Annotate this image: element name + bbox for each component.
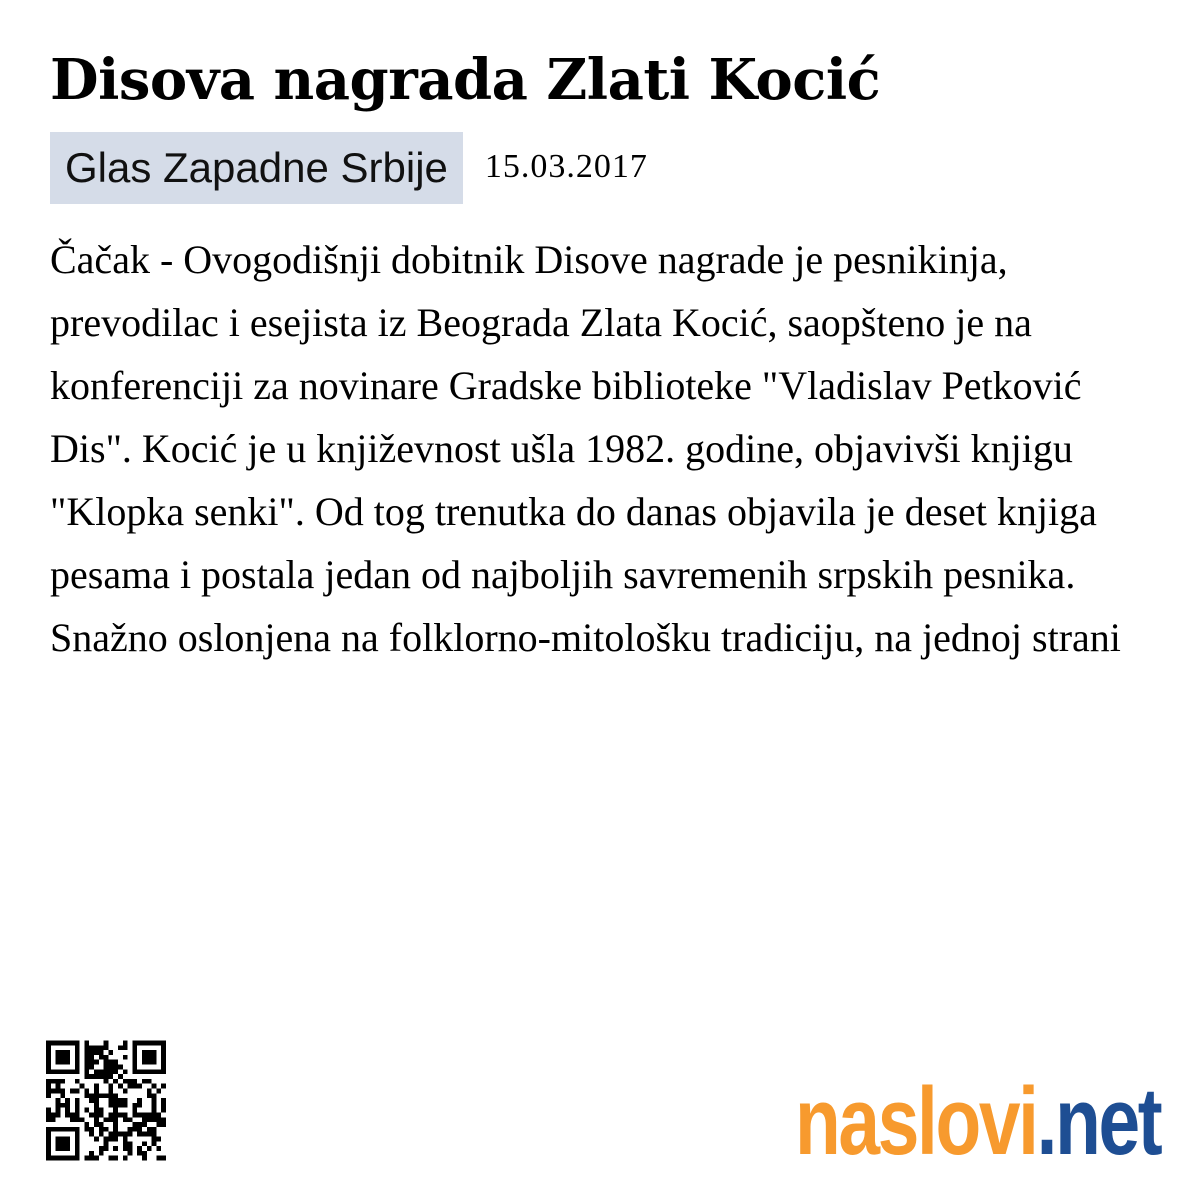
source-badge[interactable]: Glas Zapadne Srbije <box>50 132 463 204</box>
article-body: Čačak - Ovogodišnji dobitnik Disove nagrade je pesnikinja, prevodilac i esejista iz Beograda Zlata Kocić, saopšteno je na konferenciji za novinare Gradske biblioteke "Vladislav Petković Dis". Kocić je u književnost ušla 1982. godine, objavivši knjigu "Klopka senki". Od tog trenutka do danas objavila je deset knjiga pesama i postala jedan od najboljih savremenih srpskih pesnika. Snažno oslonjena na folklorno-mitološku tradiciju, na jednoj strani <box>50 237 1121 660</box>
site-logo[interactable] <box>795 1050 1161 1175</box>
qr-code-icon <box>46 1038 166 1163</box>
article-title: Disova nagrada Zlati Kocić <box>50 47 881 113</box>
logo-brand-text: naslovi <box>795 1068 1037 1175</box>
logo-tld-text: .net <box>1036 1068 1161 1175</box>
article-meta <box>50 132 648 204</box>
publish-date: 15.03.2017 <box>484 148 648 185</box>
